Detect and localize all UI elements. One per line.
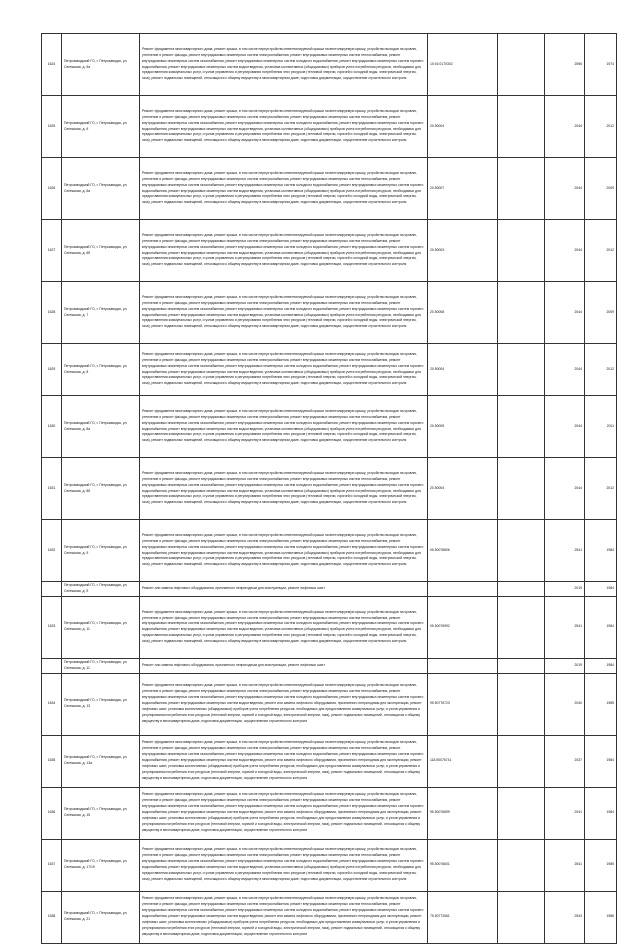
row-empty-cell: [498, 787, 545, 839]
table-row: [42, 658, 617, 673]
row-empty-cell: [498, 891, 545, 943]
row-year-built: 2012: [585, 458, 617, 520]
row-year-built: 1984: [585, 582, 617, 597]
row-empty-cell: [498, 735, 545, 787]
row-year-built: 1984: [585, 596, 617, 658]
row-cadastral-number: 20.50004: [428, 96, 498, 158]
row-empty-cell: [498, 458, 545, 520]
table-row: [42, 596, 617, 658]
row-address: Петрозаводский ГО, г. Петрозаводск, ул. Сегежская, д. 8а: [62, 396, 140, 458]
row-address: Петрозаводский ГО, г. Петрозаводск, ул. Сегежская, д. 9: [62, 582, 140, 597]
row-cadastral-number: 95.50776723: [428, 673, 498, 735]
row-year-built: 2011: [585, 396, 617, 458]
row-number: 1637: [42, 839, 62, 891]
row-year-built: 1984: [585, 735, 617, 787]
row-year-planned: 2044: [545, 158, 585, 220]
table-row: [42, 34, 617, 96]
row-address: Петрозаводский ГО, г. Петрозаводск, ул. Сегежская, д. 6б: [62, 220, 140, 282]
row-year-planned: 2041: [545, 787, 585, 839]
row-address: Петрозаводский ГО, г. Петрозаводск, ул. Сегежская, д. 15: [62, 787, 140, 839]
table-row: [42, 282, 617, 344]
table-row: [42, 582, 617, 597]
row-year-planned: 2044: [545, 344, 585, 396]
table-row: [42, 396, 617, 458]
table-row: [42, 787, 617, 839]
table-row: [42, 735, 617, 787]
row-address: Петрозаводский ГО, г. Петрозаводск, ул. Сегежская, д. 11: [62, 658, 140, 673]
row-address: Петрозаводский ГО, г. Петрозаводск, ул. Сегежская, д. 11: [62, 596, 140, 658]
row-works-description: Ремонт фундамента многоквартирного дома, ремонт крыши, в том числе переустройство невентилируемой крыши на вентилируемую крышу, устройство выходов на кровлю, утепление и ремонт фасада, ремонт внутридомовых инженерных систем электроснабжения, ремонт внутридомовых инженерных систем теплоснабжения, ремонт внутридомовых инженерных систем газоснабжения, ремонт внутридомовых инженерных систем холодного водоснабжения, ремонт внутридомовых инженерных систем горячего водоснабжения, ремонт внутридомовых инженерных систем водоотведения, ремонт или замена лифтового оборудования, признанного непригодным для эксплуатации, ремонт лифтовых шахт, установка коллективных (общедомовых) приборов учета потребления ресурсов, необходимых для предоставления коммунальных услуг, и узлов управления и регулирования потребления этих ресурсов (тепловой энергии, горячей и холодной воды, электрической энергии, газа), ремонт подвальных помещений, относящихся к общему имуществу в многоквартирном доме, подготовка документации, осуществление строительного контроля: [140, 891, 428, 943]
row-empty-cell: [498, 520, 545, 582]
row-address: Петрозаводский ГО, г. Петрозаводск, ул. Сегежская, д. 13: [62, 673, 140, 735]
table-row: [42, 220, 617, 282]
row-address: Петрозаводский ГО, г. Петрозаводск, ул. Сегежская, д. 8: [62, 344, 140, 396]
row-works-description: Ремонт фундамента многоквартирного дома, ремонт крыши, в том числе переустройство невентилируемой крыши на вентилируемую крышу, устройство выходов на кровлю, утепление и ремонт фасада, ремонт внутридомовых инженерных систем электроснабжения, ремонт внутридомовых инженерных систем теплоснабжения, ремонт внутридомовых инженерных систем газоснабжения, ремонт внутридомовых инженерных систем холодного водоснабжения, ремонт внутридомовых инженерных систем горячего водоснабжения, ремонт внутридомовых инженерных систем водоотведения, ремонт или замена лифтового оборудования, признанного непригодным для эксплуатации, ремонт лифтовых шахт, установка коллективных (общедомовых) приборов учета потребления ресурсов, необходимых для предоставления коммунальных услуг, и узлов управления и регулирования потребления этих ресурсов (тепловой энергии, горячей и холодной воды, электрической энергии, газа), ремонт подвальных помещений, относящихся к общему имуществу в многоквартирном доме, подготовка документации, осуществление строительного контроля: [140, 735, 428, 787]
row-number: [42, 658, 62, 673]
row-works-description: Ремонт фундамента многоквартирного дома, ремонт крыши, в том числе переустройство невентилируемой крыши на вентилируемую крышу, устройство выходов на кровлю, утепление и ремонт фасада, ремонт внутридомовых инженерных систем электроснабжения, ремонт внутридомовых инженерных систем теплоснабжения, ремонт внутридомовых инженерных систем газоснабжения, ремонт внутридомовых инженерных систем холодного водоснабжения, ремонт внутридомовых инженерных систем горячего водоснабжения, ремонт внутридомовых инженерных систем водоотведения, установка коллективных (общедомовых) приборов учета потребления ресурсов, необходимых для предоставления коммунальных услуг, и узлов управления и регулирования потребления этих ресурсов (тепловой энергии, горячей и холодной воды, электрической энергии, газа), ремонт подвальных помещений, относящихся к общему имуществу в многоквартирном доме, подготовка документации, осуществление строительного контроля: [140, 158, 428, 220]
row-year-built: 1984: [585, 658, 617, 673]
row-number: 1634: [42, 673, 62, 735]
row-number: 1630: [42, 396, 62, 458]
table-row: [42, 344, 617, 396]
row-cadastral-number: 20.50008: [428, 282, 498, 344]
row-empty-cell: [498, 673, 545, 735]
row-year-planned: 2019: [545, 658, 585, 673]
row-address: Петрозаводский ГО, г. Петрозаводск, ул. Сегежская, д. 17/19: [62, 839, 140, 891]
row-year-built: 2012: [585, 96, 617, 158]
row-cadastral-number: 95.50076699: [428, 787, 498, 839]
row-year-planned: 2019: [545, 582, 585, 597]
table-row: [42, 96, 617, 158]
row-empty-cell: [498, 344, 545, 396]
row-number: 1636: [42, 787, 62, 839]
row-empty-cell: [498, 839, 545, 891]
row-number: 1625: [42, 96, 62, 158]
table-row: [42, 839, 617, 891]
row-year-planned: 2596: [545, 34, 585, 96]
row-address: Петрозаводский ГО, г. Петрозаводск, ул. Сегежская, д. 6: [62, 96, 140, 158]
row-address: Петрозаводский ГО, г. Петрозаводск, ул. Сегежская, д. 13а: [62, 735, 140, 787]
row-empty-cell: [498, 658, 545, 673]
row-cadastral-number: [428, 658, 498, 673]
row-year-planned: 2044: [545, 396, 585, 458]
row-empty-cell: [498, 96, 545, 158]
row-works-description: Ремонт фундамента многоквартирного дома, ремонт крыши, в том числе переустройство невентилируемой крыши на вентилируемую крышу, устройство выходов на кровлю, утепление и ремонт фасада, ремонт внутридомовых инженерных систем электроснабжения, ремонт внутридомовых инженерных систем теплоснабжения, ремонт внутридомовых инженерных систем газоснабжения, ремонт внутридомовых инженерных систем холодного водоснабжения, ремонт внутридомовых инженерных систем горячего водоснабжения, ремонт внутридомовых инженерных систем водоотведения, ремонт или замена лифтового оборудования, признанного непригодным для эксплуатации, ремонт лифтовых шахт, установка коллективных (общедомовых) приборов учета потребления ресурсов, необходимых для предоставления коммунальных услуг, и узлов управления и регулирования потребления этих ресурсов (тепловой энергии, горячей и холодной воды, электрической энергии, газа), ремонт подвальных помещений, относящихся к общему имуществу в многоквартирном доме, подготовка документации, осуществление строительного контроля: [140, 673, 428, 735]
row-address: Петрозаводский ГО, г. Петрозаводск, ул. Сегежская, д. 9: [62, 520, 140, 582]
row-year-built: 2012: [585, 344, 617, 396]
row-address: Петрозаводский ГО, г. Петрозаводск, ул. Сегежская, д. 5а: [62, 34, 140, 96]
row-number: 1633: [42, 596, 62, 658]
row-empty-cell: [498, 582, 545, 597]
row-year-built: 2009: [585, 158, 617, 220]
row-year-built: 1985: [585, 839, 617, 891]
row-address: Петрозаводский ГО, г. Петрозаводск, ул. Сегежская, д. 8б: [62, 458, 140, 520]
row-cadastral-number: 20.50003: [428, 220, 498, 282]
row-empty-cell: [498, 396, 545, 458]
row-cadastral-number: 95.50076601: [428, 839, 498, 891]
row-empty-cell: [498, 158, 545, 220]
row-works-description: Ремонт или замена лифтового оборудования, признанного непригодным для эксплуатации, ремонт лифтовых шахт: [140, 582, 428, 597]
row-number: 1628: [42, 282, 62, 344]
row-year-built: 1984: [585, 520, 617, 582]
row-cadastral-number: [428, 582, 498, 597]
row-works-description: Ремонт фундамента многоквартирного дома, ремонт крыши, в том числе переустройство невентилируемой крыши на вентилируемую крышу, устройство выходов на кровлю, утепление и ремонт фасада, ремонт внутридомовых инженерных систем электроснабжения, ремонт внутридомовых инженерных систем теплоснабжения, ремонт внутридомовых инженерных систем газоснабжения, ремонт внутридомовых инженерных систем холодного водоснабжения, ремонт внутридомовых инженерных систем горячего водоснабжения, ремонт внутридомовых инженерных систем водоотведения, установка коллективных (общедомовых) приборов учета потребления ресурсов, необходимых для предоставления коммунальных услуг, и узлов управления и регулирования потребления этих ресурсов (тепловой энергии, горячей и холодной воды, электрической энергии, газа), ремонт подвальных помещений, относящихся к общему имуществу в многоквартирном доме, подготовка документации, осуществление строительного контроля: [140, 282, 428, 344]
row-number: 1631: [42, 458, 62, 520]
row-year-built: 1974: [585, 34, 617, 96]
row-empty-cell: [498, 220, 545, 282]
row-works-description: Ремонт или замена лифтового оборудования, признанного непригодным для эксплуатации, ремонт лифтовых шахт: [140, 658, 428, 673]
row-year-planned: 2543: [545, 891, 585, 943]
row-year-planned: 2040: [545, 673, 585, 735]
row-empty-cell: [498, 282, 545, 344]
row-number: 1626: [42, 158, 62, 220]
row-works-description: Ремонт фундамента многоквартирного дома, ремонт крыши, в том числе переустройство невентилируемой крыши на вентилируемую крышу, устройство выходов на кровлю, утепление и ремонт фасада, ремонт внутридомовых инженерных систем электроснабжения, ремонт внутридомовых инженерных систем теплоснабжения, ремонт внутридомовых инженерных систем газоснабжения, ремонт внутридомовых инженерных систем холодного водоснабжения, ремонт внутридомовых инженерных систем горячего водоснабжения, ремонт внутридомовых инженерных систем водоотведения, установка коллективных (общедомовых) приборов учета потребления ресурсов, необходимых для предоставления коммунальных услуг, и узлов управления и регулирования потребления этих ресурсов (тепловой энергии, горячей и холодной воды, электрической энергии, газа), ремонт подвальных помещений, относящихся к общему имуществу в многоквартирном доме, подготовка документации, осуществление строительного контроля: [140, 596, 428, 658]
row-number: 1638: [42, 891, 62, 943]
row-year-planned: 2541: [545, 839, 585, 891]
row-works-description: Ремонт фундамента многоквартирного дома, ремонт крыши, в том числе переустройство невентилируемой крыши на вентилируемую крышу, устройство выходов на кровлю, утепление и ремонт фасада, ремонт внутридомовых инженерных систем электроснабжения, ремонт внутридомовых инженерных систем теплоснабжения, ремонт внутридомовых инженерных систем газоснабжения, ремонт внутридомовых инженерных систем холодного водоснабжения, ремонт внутридомовых инженерных систем горячего водоснабжения, ремонт внутридомовых инженерных систем водоотведения, установка коллективных (общедомовых) приборов учета потребления ресурсов, необходимых для предоставления коммунальных услуг, и узлов управления и регулирования потребления этих ресурсов (тепловой энергии, горячей и холодной воды, электрической энергии, газа), ремонт подвальных помещений, относящихся к общему имуществу в многоквартирном доме, подготовка документации, осуществление строительного контроля: [140, 34, 428, 96]
row-works-description: Ремонт фундамента многоквартирного дома, ремонт крыши, в том числе переустройство невентилируемой крыши на вентилируемую крышу, устройство выходов на кровлю, утепление и ремонт фасада, ремонт внутридомовых инженерных систем электроснабжения, ремонт внутридомовых инженерных систем теплоснабжения, ремонт внутридомовых инженерных систем газоснабжения, ремонт внутридомовых инженерных систем холодного водоснабжения, ремонт внутридомовых инженерных систем горячего водоснабжения, ремонт внутридомовых инженерных систем водоотведения, установка коллективных (общедомовых) приборов учета потребления ресурсов, необходимых для предоставления коммунальных услуг, и узлов управления и регулирования потребления этих ресурсов (тепловой энергии, горячей и холодной воды, электрической энергии, газа), ремонт подвальных помещений, относящихся к общему имуществу в многоквартирном доме, подготовка документации, осуществление строительного контроля: [140, 344, 428, 396]
row-works-description: Ремонт фундамента многоквартирного дома, ремонт крыши, в том числе переустройство невентилируемой крыши на вентилируемую крышу, устройство выходов на кровлю, утепление и ремонт фасада, ремонт внутридомовых инженерных систем электроснабжения, ремонт внутридомовых инженерных систем теплоснабжения, ремонт внутридомовых инженерных систем газоснабжения, ремонт внутридомовых инженерных систем холодного водоснабжения, ремонт внутридомовых инженерных систем горячего водоснабжения, ремонт внутридомовых инженерных систем водоотведения, ремонт или замена лифтового оборудования, признанного непригодным для эксплуатации, ремонт лифтовых шахт, установка коллективных (общедомовых) приборов учета потребления ресурсов, необходимых для предоставления коммунальных услуг, и узлов управления и регулирования потребления этих ресурсов (тепловой энергии, горячей и холодной воды, электрической энергии, газа), ремонт подвальных помещений, относящихся к общему имуществу в многоквартирном доме, подготовка документации, осуществление строительного контроля: [140, 787, 428, 839]
row-cadastral-number: 05.50076992: [428, 596, 498, 658]
repair-program-table: [41, 33, 617, 944]
table-row: [42, 673, 617, 735]
row-cadastral-number: 118.50076741: [428, 735, 498, 787]
row-year-built: 1988: [585, 891, 617, 943]
row-cadastral-number: 20.50004: [428, 458, 498, 520]
row-number: 1624: [42, 34, 62, 96]
table-body: [42, 34, 617, 944]
table-row: [42, 520, 617, 582]
row-works-description: Ремонт фундамента многоквартирного дома, ремонт крыши, в том числе переустройство невентилируемой крыши на вентилируемую крышу, устройство выходов на кровлю, утепление и ремонт фасада, ремонт внутридомовых инженерных систем электроснабжения, ремонт внутридомовых инженерных систем теплоснабжения, ремонт внутридомовых инженерных систем газоснабжения, ремонт внутридомовых инженерных систем холодного водоснабжения, ремонт внутридомовых инженерных систем горячего водоснабжения, ремонт внутридомовых инженерных систем водоотведения, установка коллективных (общедомовых) приборов учета потребления ресурсов, необходимых для предоставления коммунальных услуг, и узлов управления и регулирования потребления этих ресурсов (тепловой энергии, горячей и холодной воды, электрической энергии, газа), ремонт подвальных помещений, относящихся к общему имуществу в многоквартирном доме, подготовка документации, осуществление строительного контроля: [140, 396, 428, 458]
row-number: 1635: [42, 735, 62, 787]
row-number: 1627: [42, 220, 62, 282]
row-year-built: 1985: [585, 673, 617, 735]
row-cadastral-number: 05.50076806: [428, 520, 498, 582]
row-address: Петрозаводский ГО, г. Петрозаводск, ул. Сегежская, д. 7: [62, 282, 140, 344]
row-works-description: Ремонт фундамента многоквартирного дома, ремонт крыши, в том числе переустройство невентилируемой крыши на вентилируемую крышу, устройство выходов на кровлю, утепление и ремонт фасада, ремонт внутридомовых инженерных систем электроснабжения, ремонт внутридомовых инженерных систем теплоснабжения, ремонт внутридомовых инженерных систем газоснабжения, ремонт внутридомовых инженерных систем холодного водоснабжения, ремонт внутридомовых инженерных систем горячего водоснабжения, ремонт внутридомовых инженерных систем водоотведения, установка коллективных (общедомовых) приборов учета потребления ресурсов, необходимых для предоставления коммунальных услуг, и узлов управления и регулирования потребления этих ресурсов (тепловой энергии, горячей и холодной воды, электрической энергии, газа), ремонт подвальных помещений, относящихся к общему имуществу в многоквартирном доме, подготовка документации, осуществление строительного контроля: [140, 520, 428, 582]
row-year-planned: 2044: [545, 96, 585, 158]
row-number: [42, 582, 62, 597]
row-works-description: Ремонт фундамента многоквартирного дома, ремонт крыши, в том числе переустройство невентилируемой крыши на вентилируемую крышу, устройство выходов на кровлю, утепление и ремонт фасада, ремонт внутридомовых инженерных систем электроснабжения, ремонт внутридомовых инженерных систем теплоснабжения, ремонт внутридомовых инженерных систем газоснабжения, ремонт внутридомовых инженерных систем холодного водоснабжения, ремонт внутридомовых инженерных систем горячего водоснабжения, ремонт внутридомовых инженерных систем водоотведения, установка коллективных (общедомовых) приборов учета потребления ресурсов, необходимых для предоставления коммунальных услуг, и узлов управления и регулирования потребления этих ресурсов (тепловой энергии, горячей и холодной воды, электрической энергии, газа), ремонт подвальных помещений, относящихся к общему имуществу в многоквартирном доме, подготовка документации, осуществление строительного контроля: [140, 96, 428, 158]
row-year-planned: 2044: [545, 220, 585, 282]
row-year-planned: 2044: [545, 458, 585, 520]
row-empty-cell: [498, 596, 545, 658]
row-number: 1629: [42, 344, 62, 396]
row-year-planned: 2037: [545, 735, 585, 787]
row-cadastral-number: 20.50007: [428, 158, 498, 220]
row-address: Петрозаводский ГО, г. Петрозаводск, ул. Сегежская, д. 21: [62, 891, 140, 943]
row-cadastral-number: 75.50772561: [428, 891, 498, 943]
row-cadastral-number: 10:01:0170302: [428, 34, 498, 96]
row-address: Петрозаводский ГО, г. Петрозаводск, ул. Сегежская, д. 6а: [62, 158, 140, 220]
row-empty-cell: [498, 34, 545, 96]
row-year-built: 2009: [585, 282, 617, 344]
row-year-planned: 2541: [545, 520, 585, 582]
row-works-description: Ремонт фундамента многоквартирного дома, ремонт крыши, в том числе переустройство невентилируемой крыши на вентилируемую крышу, устройство выходов на кровлю, утепление и ремонт фасада, ремонт внутридомовых инженерных систем электроснабжения, ремонт внутридомовых инженерных систем теплоснабжения, ремонт внутридомовых инженерных систем газоснабжения, ремонт внутридомовых инженерных систем холодного водоснабжения, ремонт внутридомовых инженерных систем горячего водоснабжения, ремонт внутридомовых инженерных систем водоотведения, установка коллективных (общедомовых) приборов учета потребления ресурсов, необходимых для предоставления коммунальных услуг, и узлов управления и регулирования потребления этих ресурсов (тепловой энергии, горячей и холодной воды, электрической энергии, газа), ремонт подвальных помещений, относящихся к общему имуществу в многоквартирном доме, подготовка документации, осуществление строительного контроля: [140, 220, 428, 282]
table-row: [42, 891, 617, 943]
row-cadastral-number: 20.50004: [428, 344, 498, 396]
row-number: 1632: [42, 520, 62, 582]
row-year-planned: 2044: [545, 282, 585, 344]
row-year-planned: 2541: [545, 596, 585, 658]
table-row: [42, 158, 617, 220]
table-row: [42, 458, 617, 520]
row-year-built: 1984: [585, 787, 617, 839]
row-year-built: 2012: [585, 220, 617, 282]
row-works-description: Ремонт фундамента многоквартирного дома, ремонт крыши, в том числе переустройство невентилируемой крыши на вентилируемую крышу, устройство выходов на кровлю, утепление и ремонт фасада, ремонт внутридомовых инженерных систем электроснабжения, ремонт внутридомовых инженерных систем теплоснабжения, ремонт внутридомовых инженерных систем газоснабжения, ремонт внутридомовых инженерных систем холодного водоснабжения, ремонт внутридомовых инженерных систем горячего водоснабжения, ремонт внутридомовых инженерных систем водоотведения, установка коллективных (общедомовых) приборов учета потребления ресурсов, необходимых для предоставления коммунальных услуг, и узлов управления и регулирования потребления этих ресурсов (тепловой энергии, горячей и холодной воды, электрической энергии, газа), ремонт подвальных помещений, относящихся к общему имуществу в многоквартирном доме, подготовка документации, осуществление строительного контроля: [140, 839, 428, 891]
row-cadastral-number: 20.50005: [428, 396, 498, 458]
row-works-description: Ремонт фундамента многоквартирного дома, ремонт крыши, в том числе переустройство невентилируемой крыши на вентилируемую крышу, устройство выходов на кровлю, утепление и ремонт фасада, ремонт внутридомовых инженерных систем электроснабжения, ремонт внутридомовых инженерных систем теплоснабжения, ремонт внутридомовых инженерных систем газоснабжения, ремонт внутридомовых инженерных систем холодного водоснабжения, ремонт внутридомовых инженерных систем горячего водоснабжения, ремонт внутридомовых инженерных систем водоотведения, установка коллективных (общедомовых) приборов учета потребления ресурсов, необходимых для предоставления коммунальных услуг, и узлов управления и регулирования потребления этих ресурсов (тепловой энергии, горячей и холодной воды, электрической энергии, газа), ремонт подвальных помещений, относящихся к общему имуществу в многоквартирном доме, подготовка документации, осуществление строительного контроля: [140, 458, 428, 520]
